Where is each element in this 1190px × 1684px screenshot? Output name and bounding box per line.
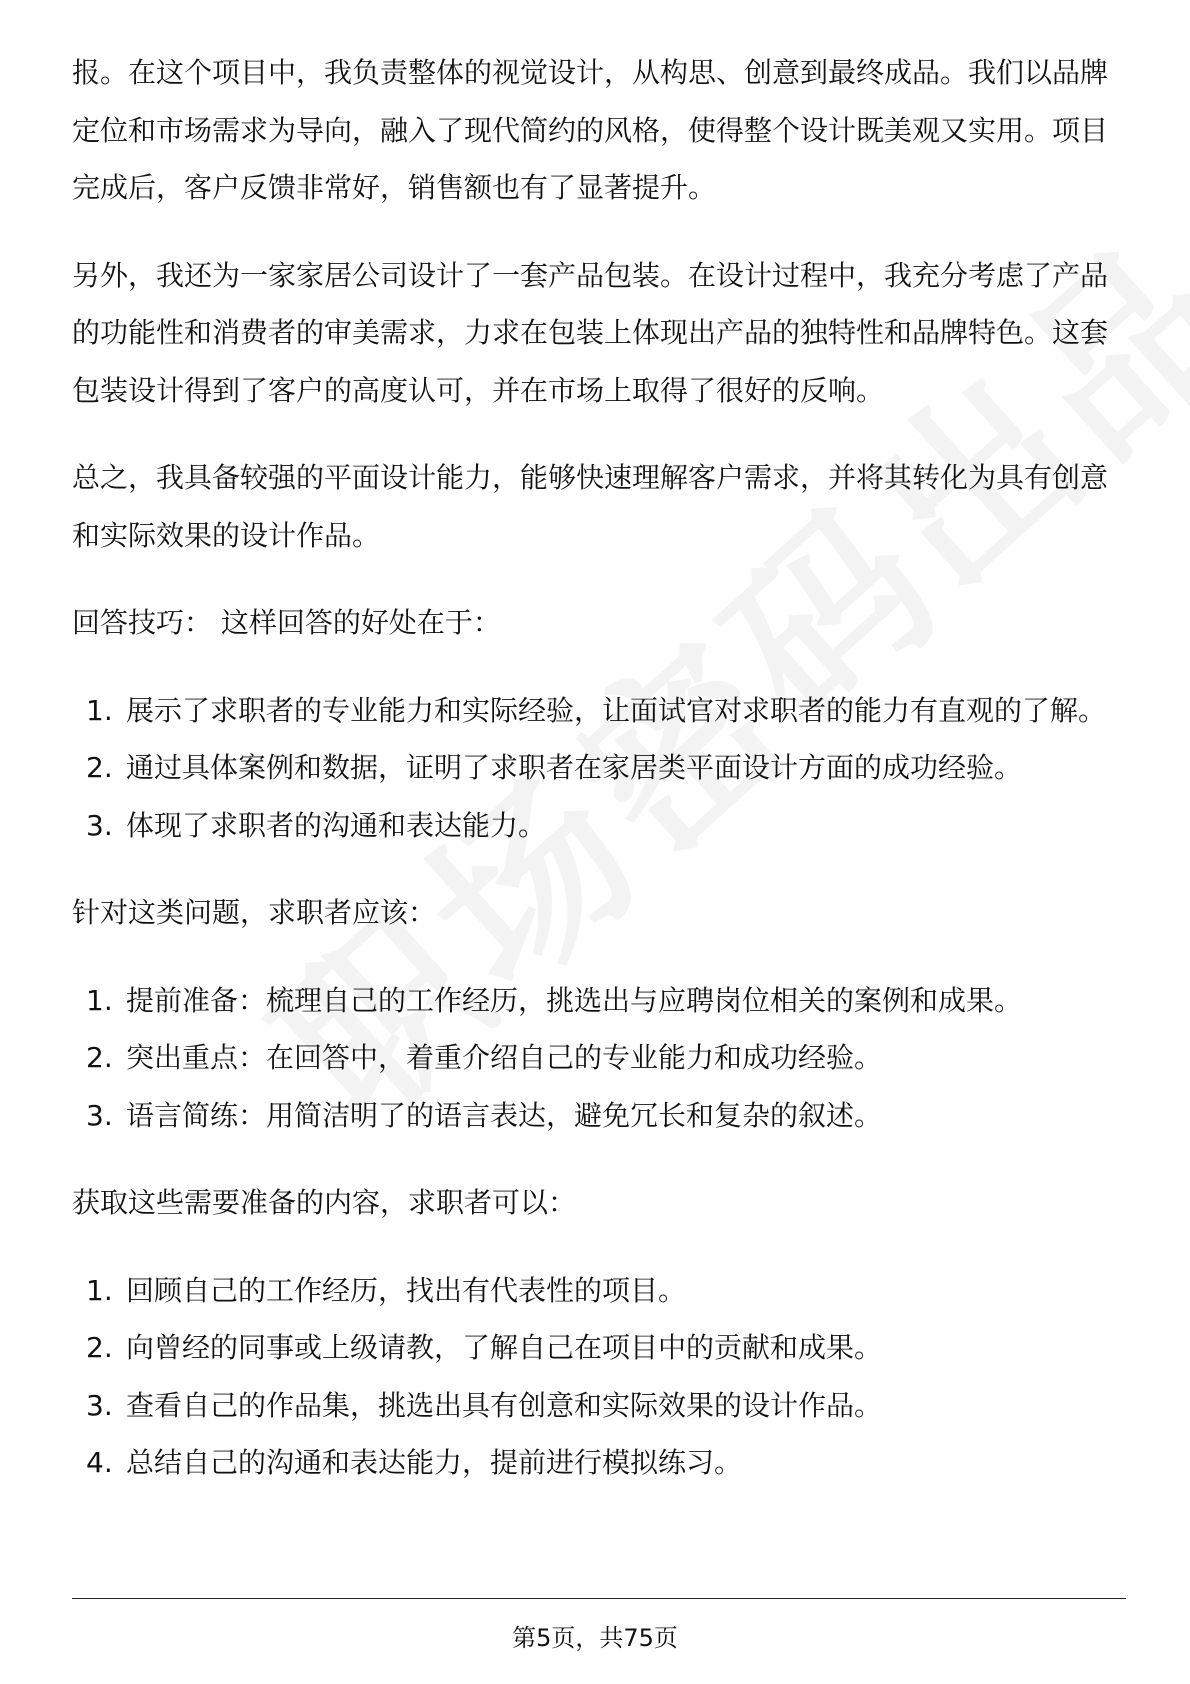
footer-divider (72, 1598, 1126, 1599)
list-item-text: 提前准备：梳理自己的工作经历，挑选出与应聘岗位相关的案例和成果。 (126, 983, 1023, 1017)
list-item-text: 查看自己的作品集，挑选出具有创意和实际效果的设计作品。 (126, 1388, 883, 1422)
list-number: 2. (86, 1331, 113, 1364)
benefits-list (72, 682, 1122, 855)
page-content (72, 44, 1122, 1522)
list-item-text: 展示了求职者的专业能力和实际经验，让面试官对求职者的能力有直观的了解。 (126, 693, 1107, 727)
list-item (72, 1319, 1122, 1377)
list-item-text: 语言简练：用简洁明了的语言表达，避免冗长和复杂的叙述。 (126, 1098, 883, 1132)
list-item-text: 体现了求职者的沟通和表达能力。 (126, 808, 547, 842)
list-item-text: 回顾自己的工作经历，找出有代表性的项目。 (126, 1273, 687, 1307)
list-item-text: 总结自己的沟通和表达能力，提前进行模拟练习。 (126, 1446, 743, 1479)
body-paragraph: 报。在这个项目中，我负责整体的视觉设计，从构思、创意到最终成品。我们以品牌定位和市场需求为导向，融入了现代简约的风格，使得整个设计既美观又实用。项目完成后，客户反馈非常好，销售额也有了显著提升。 (72, 56, 1109, 204)
list-item-text: 向曾经的同事或上级请教，了解自己在项目中的贡献和成果。 (126, 1331, 883, 1364)
body-paragraph: 总之，我具备较强的平面设计能力，能够快速理解客户需求，并将其转化为具有创意和实际效果的设计作品。 (72, 461, 1109, 552)
body-paragraph: 另外，我还为一家家居公司设计了一套产品包装。在设计过程中，我充分考虑了产品的功能性和消费者的审美需求，力求在包装上体现出产品的独特性和品牌特色。这套包装设计得到了客户的高度认可，并在市场上取得了很好的反响。 (72, 258, 1109, 407)
list-number: 1. (86, 1273, 113, 1307)
list-number: 1. (86, 983, 113, 1017)
list-number: 2. (86, 751, 113, 784)
section-heading: 针对这类问题，求职者应该： (72, 896, 437, 929)
list-item (72, 1262, 1122, 1320)
list-item (72, 797, 1122, 855)
section-heading: 获取这些需要准备的内容，求职者可以： (72, 1186, 577, 1219)
list-item-text: 通过具体案例和数据，证明了求职者在家居类平面设计方面的成功经验。 (126, 751, 1023, 784)
list-item (72, 682, 1122, 740)
advice-list (72, 972, 1122, 1145)
list-number: 4. (86, 1446, 113, 1479)
list-number: 3. (86, 808, 113, 842)
page-number: 第5页，共75页 (512, 1624, 678, 1652)
list-number: 3. (86, 1098, 113, 1132)
list-number: 3. (86, 1388, 113, 1422)
section-heading: 回答技巧： 这样回答的好处在于： (72, 606, 501, 639)
list-item (72, 972, 1122, 1030)
list-item (72, 1434, 1122, 1492)
list-item (72, 1377, 1122, 1435)
list-item (72, 739, 1122, 797)
list-number: 2. (86, 1041, 113, 1074)
list-item (72, 1087, 1122, 1145)
list-item (72, 1029, 1122, 1087)
list-item-text: 突出重点：在回答中，着重介绍自己的专业能力和成功经验。 (126, 1041, 883, 1074)
preparation-list (72, 1262, 1122, 1492)
list-number: 1. (86, 693, 113, 727)
